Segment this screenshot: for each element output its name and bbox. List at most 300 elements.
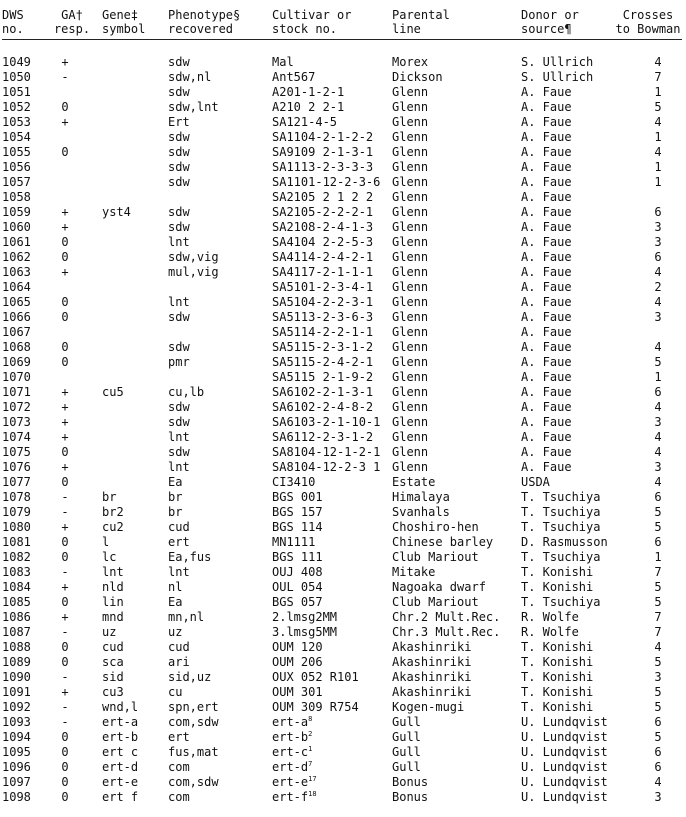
cell-don: T. Tsuchiya <box>521 520 601 534</box>
cell-cross: 3 <box>654 220 662 234</box>
cell-cult <box>272 760 312 774</box>
cell-phen: sdw <box>168 220 190 234</box>
cell-cross: 5 <box>654 700 662 714</box>
cell-dws: 1076 <box>2 460 31 474</box>
cell-dws: 1062 <box>2 250 31 264</box>
cell-par: Choshiro-hen <box>392 520 479 534</box>
cell-dws: 1097 <box>2 775 31 789</box>
cell-gene: ert c <box>102 745 139 759</box>
cell-cult: OUM 301 <box>272 685 323 699</box>
cell-par: Glenn <box>392 235 429 249</box>
cell-par: Svanhals <box>392 505 450 519</box>
cell-phen: mn,nl <box>168 610 205 624</box>
cell-phen: com <box>168 790 190 804</box>
cell-par: Glenn <box>392 220 429 234</box>
cell-ga: + <box>61 205 69 219</box>
cell-par: Himalaya <box>392 490 450 504</box>
cell-dws: 1058 <box>2 190 31 204</box>
cell-don: A. Faue <box>521 220 572 234</box>
cell-don: A. Faue <box>521 340 572 354</box>
cell-cross: 3 <box>654 235 662 249</box>
cell-cult-text: ert-a <box>272 715 309 729</box>
cell-cross: 3 <box>654 790 662 804</box>
cell-gene: ert-e <box>102 775 139 789</box>
cell-par: Gull <box>392 730 421 744</box>
cell-cross: 6 <box>654 385 662 399</box>
cell-dws: 1084 <box>2 580 31 594</box>
cell-cult: A201-1-2-1 <box>272 85 345 99</box>
cell-don: T. Tsuchiya <box>521 505 601 519</box>
cell-don: D. Rasmusson <box>521 535 608 549</box>
cell-dws: 1087 <box>2 625 31 639</box>
cell-phen: fus,mat <box>168 745 219 759</box>
cell-cross: 6 <box>654 205 662 219</box>
cell-ga: - <box>61 565 69 579</box>
cell-don: T. Tsuchiya <box>521 550 601 564</box>
cell-ga: + <box>61 115 69 129</box>
cell-cult: SA2105-2-2-2-1 <box>272 205 374 219</box>
cell-ga: 0 <box>61 745 69 759</box>
cell-phen: Ea,fus <box>168 550 212 564</box>
cell-don: A. Faue <box>521 430 572 444</box>
cell-ga: + <box>61 385 69 399</box>
cell-dws: 1057 <box>2 175 31 189</box>
cell-don: A. Faue <box>521 460 572 474</box>
cell-cult <box>272 715 312 729</box>
cell-cross: 4 <box>654 55 662 69</box>
cell-phen: sdw <box>168 445 190 459</box>
cell-gene: sca <box>102 655 124 669</box>
header-cult-line1: Cultivar or <box>272 8 352 22</box>
cell-phen: pmr <box>168 355 190 369</box>
cell-cross: 5 <box>654 595 662 609</box>
cell-gene: cu5 <box>102 385 124 399</box>
cell-phen: sdw <box>168 310 190 324</box>
cell-cross: 7 <box>654 625 662 639</box>
cell-dws: 1089 <box>2 655 31 669</box>
cell-par: Akashinriki <box>392 685 472 699</box>
cell-dws: 1091 <box>2 685 31 699</box>
header-par-line2: line <box>392 22 421 36</box>
cell-phen: ert <box>168 730 190 744</box>
cell-phen: sdw,vig <box>168 250 219 264</box>
cell-don: R. Wolfe <box>521 610 579 624</box>
cell-dws: 1075 <box>2 445 31 459</box>
cell-don: A. Faue <box>521 100 572 114</box>
cell-gene: ert f <box>102 790 139 804</box>
cell-don: T. Konishi <box>521 670 594 684</box>
cell-par: Glenn <box>392 370 429 384</box>
cell-dws: 1071 <box>2 385 31 399</box>
cell-gene: br <box>102 490 117 504</box>
cell-par: Glenn <box>392 160 429 174</box>
cell-cross: 6 <box>654 760 662 774</box>
cell-dws: 1063 <box>2 265 31 279</box>
cell-don: A. Faue <box>521 265 572 279</box>
cell-par: Club Mariout <box>392 595 479 609</box>
cell-par: Glenn <box>392 445 429 459</box>
cell-don: T. Konishi <box>521 565 594 579</box>
cell-ga: + <box>61 400 69 414</box>
cell-cross: 4 <box>654 265 662 279</box>
cell-ga: + <box>61 415 69 429</box>
cell-don: A. Faue <box>521 250 572 264</box>
header-phen-line1: Phenotype§ <box>168 8 241 22</box>
cell-ga: 0 <box>61 310 69 324</box>
cell-cult: SA6102-2-4-8-2 <box>272 400 374 414</box>
cell-phen: Ea <box>168 475 183 489</box>
cell-phen: sdw <box>168 160 190 174</box>
cell-cult-superscript: 1 <box>308 745 313 753</box>
cell-dws: 1078 <box>2 490 31 504</box>
cell-cult: SA5113-2-3-6-3 <box>272 310 374 324</box>
cell-par: Morex <box>392 55 429 69</box>
cell-par: Chr.3 Mult.Rec. <box>392 625 501 639</box>
cell-ga: 0 <box>61 655 69 669</box>
cell-par: Glenn <box>392 460 429 474</box>
cell-phen: br <box>168 490 183 504</box>
cell-dws: 1053 <box>2 115 31 129</box>
cell-don: U. Lundqvist <box>521 760 608 774</box>
cell-par: Glenn <box>392 250 429 264</box>
cell-par: Bonus <box>392 775 429 789</box>
cell-dws: 1060 <box>2 220 31 234</box>
cell-dws: 1068 <box>2 340 31 354</box>
cell-cult <box>272 730 312 744</box>
cell-don: T. Tsuchiya <box>521 490 601 504</box>
cell-cult-text: ert-d <box>272 760 309 774</box>
cell-ga: 0 <box>61 790 69 804</box>
cell-cross: 5 <box>654 355 662 369</box>
cell-cross: 6 <box>654 715 662 729</box>
cell-gene: lc <box>102 550 117 564</box>
cell-phen: sid,uz <box>168 670 212 684</box>
cell-cross: 5 <box>654 685 662 699</box>
cell-par: Bonus <box>392 790 429 804</box>
cell-dws: 1077 <box>2 475 31 489</box>
cell-ga: 0 <box>61 100 69 114</box>
cell-par: Kogen-mugi <box>392 700 465 714</box>
cell-cult: SA5101-2-3-4-1 <box>272 280 374 294</box>
cell-cult: SA5115-2-4-2-1 <box>272 355 374 369</box>
cell-phen: sdw <box>168 130 190 144</box>
cell-gene: mnd <box>102 610 124 624</box>
cell-dws: 1092 <box>2 700 31 714</box>
cell-phen: sdw <box>168 145 190 159</box>
cell-phen: nl <box>168 580 183 594</box>
header-gene-line2: symbol <box>102 22 146 36</box>
cell-cult-superscript: 2 <box>308 730 313 738</box>
cell-par: Chr.2 Mult.Rec. <box>392 610 501 624</box>
cell-cult: SA5114-2-2-1-1 <box>272 325 374 339</box>
cell-phen: cu <box>168 685 183 699</box>
cell-ga: 0 <box>61 595 69 609</box>
cell-dws: 1064 <box>2 280 31 294</box>
cell-dws: 1054 <box>2 130 31 144</box>
cell-don: A. Faue <box>521 235 572 249</box>
cell-dws: 1070 <box>2 370 31 384</box>
cell-cross: 5 <box>654 520 662 534</box>
cell-ga: - <box>61 670 69 684</box>
cell-dws: 1096 <box>2 760 31 774</box>
header-dws-line2: no. <box>2 22 24 36</box>
cell-cult: Ant567 <box>272 70 316 84</box>
cell-ga: - <box>61 700 69 714</box>
cell-cult: OUM 120 <box>272 640 323 654</box>
cell-cult: 2.lmsg2MM <box>272 610 338 624</box>
cell-cross: 4 <box>654 145 662 159</box>
cell-phen: cud <box>168 640 190 654</box>
cell-cult: OUJ 408 <box>272 565 323 579</box>
cell-don: A. Faue <box>521 415 572 429</box>
cell-par: Glenn <box>392 280 429 294</box>
cell-phen: Ea <box>168 595 183 609</box>
cell-dws: 1083 <box>2 565 31 579</box>
cell-don: T. Tsuchiya <box>521 595 601 609</box>
cell-par: Glenn <box>392 100 429 114</box>
cell-phen: cud <box>168 520 190 534</box>
cell-cult: Mal <box>272 55 294 69</box>
cell-ga: - <box>61 505 69 519</box>
cell-cross: 1 <box>654 550 662 564</box>
cell-phen: lnt <box>168 235 190 249</box>
cell-ga: 0 <box>61 775 69 789</box>
cell-cult-superscript: 8 <box>308 715 313 723</box>
cell-cross: 4 <box>654 430 662 444</box>
cell-phen: com,sdw <box>168 775 219 789</box>
cell-par: Akashinriki <box>392 655 472 669</box>
cell-dws: 1073 <box>2 415 31 429</box>
cell-cult: SA2105 2 1 2 2 <box>272 190 374 204</box>
cell-cross: 1 <box>654 175 662 189</box>
cell-par: Glenn <box>392 295 429 309</box>
cell-dws: 1086 <box>2 610 31 624</box>
cell-par: Akashinriki <box>392 640 472 654</box>
cell-ga: - <box>61 490 69 504</box>
cell-par: Gull <box>392 715 421 729</box>
cell-don: T. Konishi <box>521 640 594 654</box>
header-cross-line2: to Bowman <box>615 22 681 36</box>
cell-cult-superscript: 7 <box>308 760 313 768</box>
cell-dws: 1095 <box>2 745 31 759</box>
cell-cult: SA4117-2-1-1-1 <box>272 265 374 279</box>
cell-don: A. Faue <box>521 145 572 159</box>
cell-cross: 3 <box>654 460 662 474</box>
cell-cult: SA4114-2-4-2-1 <box>272 250 374 264</box>
cell-cult: SA6103-2-1-10-1 <box>272 415 381 429</box>
cell-dws: 1074 <box>2 430 31 444</box>
cell-cult-text: ert-e <box>272 775 309 789</box>
cell-dws: 1050 <box>2 70 31 84</box>
cell-phen: sdw,lnt <box>168 100 219 114</box>
cell-cross: 4 <box>654 445 662 459</box>
cell-par: Glenn <box>392 355 429 369</box>
cell-dws: 1066 <box>2 310 31 324</box>
cell-cult: BGS 001 <box>272 490 323 504</box>
cell-par: Glenn <box>392 265 429 279</box>
cell-cult: SA5104-2-2-3-1 <box>272 295 374 309</box>
cell-cult: SA5115 2-1-9-2 <box>272 370 374 384</box>
cell-cult: A210 2 2-1 <box>272 100 345 114</box>
cell-ga: 0 <box>61 145 69 159</box>
cell-cross: 4 <box>654 400 662 414</box>
cell-cult: SA1113-2-3-3-3 <box>272 160 374 174</box>
cell-par: Gull <box>392 745 421 759</box>
cell-ga: 0 <box>61 355 69 369</box>
cell-dws: 1051 <box>2 85 31 99</box>
cell-dws: 1056 <box>2 160 31 174</box>
cell-phen: Ert <box>168 115 190 129</box>
cell-par: Glenn <box>392 190 429 204</box>
cell-ga: + <box>61 580 69 594</box>
cell-cross: 5 <box>654 730 662 744</box>
cell-par: Dickson <box>392 70 443 84</box>
cell-cult: OUL 054 <box>272 580 323 594</box>
cell-don: U. Lundqvist <box>521 715 608 729</box>
cell-cult: BGS 057 <box>272 595 323 609</box>
cell-phen: sdw <box>168 340 190 354</box>
cell-gene: yst4 <box>102 205 131 219</box>
cell-cult: SA5115-2-3-1-2 <box>272 340 374 354</box>
cell-phen: com,sdw <box>168 715 219 729</box>
cell-phen: sdw <box>168 175 190 189</box>
cell-cult: SA6112-2-3-1-2 <box>272 430 374 444</box>
header-cult-line2: stock no. <box>272 22 338 36</box>
cell-cross: 5 <box>654 655 662 669</box>
cell-dws: 1067 <box>2 325 31 339</box>
cell-cult-text: ert-c <box>272 745 309 759</box>
header-cross-line1: Crosses <box>622 8 674 22</box>
cell-ga: + <box>61 265 69 279</box>
cell-cult: OUX 052 R101 <box>272 670 359 684</box>
cell-phen: uz <box>168 625 183 639</box>
cell-dws: 1061 <box>2 235 31 249</box>
cell-dws: 1079 <box>2 505 31 519</box>
cell-dws: 1072 <box>2 400 31 414</box>
cell-phen: sdw <box>168 400 190 414</box>
cell-gene: lin <box>102 595 124 609</box>
cell-phen: lnt <box>168 295 190 309</box>
cell-dws: 1059 <box>2 205 31 219</box>
cell-phen: lnt <box>168 430 190 444</box>
cell-don: T. Konishi <box>521 700 594 714</box>
cell-phen: mul,vig <box>168 265 219 279</box>
cell-don: A. Faue <box>521 190 572 204</box>
cell-dws: 1065 <box>2 295 31 309</box>
cell-phen: cu,lb <box>168 385 205 399</box>
cell-gene: ert-b <box>102 730 139 744</box>
cell-ga: 0 <box>61 550 69 564</box>
cell-don: U. Lundqvist <box>521 775 608 789</box>
cell-cross: 5 <box>654 505 662 519</box>
cell-don: A. Faue <box>521 445 572 459</box>
cell-cult: SA2108-2-4-1-3 <box>272 220 374 234</box>
cell-don: T. Konishi <box>521 580 594 594</box>
cell-phen: lnt <box>168 460 190 474</box>
cell-cross: 3 <box>654 415 662 429</box>
cell-cross: 1 <box>654 160 662 174</box>
cell-dws: 1081 <box>2 535 31 549</box>
cell-cross: 5 <box>654 100 662 114</box>
cell-par: Glenn <box>392 385 429 399</box>
cell-dws: 1049 <box>2 55 31 69</box>
cell-ga: + <box>61 460 69 474</box>
cell-don: A. Faue <box>521 385 572 399</box>
header-gene-line1: Gene‡ <box>102 8 139 22</box>
cell-cult-text: ert-b <box>272 730 309 744</box>
cell-ga: - <box>61 715 69 729</box>
cell-ga: 0 <box>61 445 69 459</box>
cell-cross: 1 <box>654 370 662 384</box>
cell-dws: 1085 <box>2 595 31 609</box>
cell-cross: 5 <box>654 580 662 594</box>
cell-cult: MN1111 <box>272 535 316 549</box>
header-don-line2: source¶ <box>521 22 572 36</box>
cell-cross: 6 <box>654 250 662 264</box>
cell-cross: 3 <box>654 670 662 684</box>
cell-par: Glenn <box>392 400 429 414</box>
header-ga-line1: GA† <box>61 8 83 22</box>
cell-par: Glenn <box>392 175 429 189</box>
cell-cult-text: ert-f <box>272 790 309 804</box>
cell-don: R. Wolfe <box>521 625 579 639</box>
cell-par: Akashinriki <box>392 670 472 684</box>
header-don-line1: Donor or <box>521 8 579 22</box>
cell-par: Chinese barley <box>392 535 494 549</box>
cell-cross: 4 <box>654 340 662 354</box>
header-par-line1: Parental <box>392 8 450 22</box>
cell-don: A. Faue <box>521 310 572 324</box>
cell-phen: sdw <box>168 55 190 69</box>
cell-don: A. Faue <box>521 205 572 219</box>
cell-par: Nagoaka dwarf <box>392 580 486 594</box>
cell-don: A. Faue <box>521 85 572 99</box>
cell-cult: 3.lmsg5MM <box>272 625 338 639</box>
cell-phen: spn,ert <box>168 700 219 714</box>
cell-dws: 1055 <box>2 145 31 159</box>
cell-par: Glenn <box>392 415 429 429</box>
cell-gene: br2 <box>102 505 124 519</box>
cell-par: Glenn <box>392 130 429 144</box>
cell-gene: cu3 <box>102 685 124 699</box>
cell-cross: 4 <box>654 640 662 654</box>
cell-par: Glenn <box>392 340 429 354</box>
cell-cross: 6 <box>654 490 662 504</box>
cell-don: A. Faue <box>521 130 572 144</box>
cell-cult: BGS 111 <box>272 550 323 564</box>
header-dws-line1: DWS <box>2 8 24 22</box>
cell-phen: ari <box>168 655 190 669</box>
cell-cross: 6 <box>654 745 662 759</box>
cell-cross: 4 <box>654 475 662 489</box>
cell-cross: 4 <box>654 775 662 789</box>
cell-phen: ert <box>168 535 190 549</box>
cell-gene: lnt <box>102 565 124 579</box>
cell-ga: 0 <box>61 535 69 549</box>
cell-gene: ert-a <box>102 715 139 729</box>
cell-par: Glenn <box>392 325 429 339</box>
cell-ga: - <box>61 70 69 84</box>
cell-don: A. Faue <box>521 160 572 174</box>
cell-cross: 7 <box>654 70 662 84</box>
cell-par: Glenn <box>392 115 429 129</box>
header-rule <box>2 39 682 40</box>
cell-gene: ert-d <box>102 760 139 774</box>
cell-gene: wnd,l <box>102 700 139 714</box>
cell-don: A. Faue <box>521 295 572 309</box>
cell-don: A. Faue <box>521 175 572 189</box>
cell-cult: SA8104-12-2-3 1 <box>272 460 381 474</box>
